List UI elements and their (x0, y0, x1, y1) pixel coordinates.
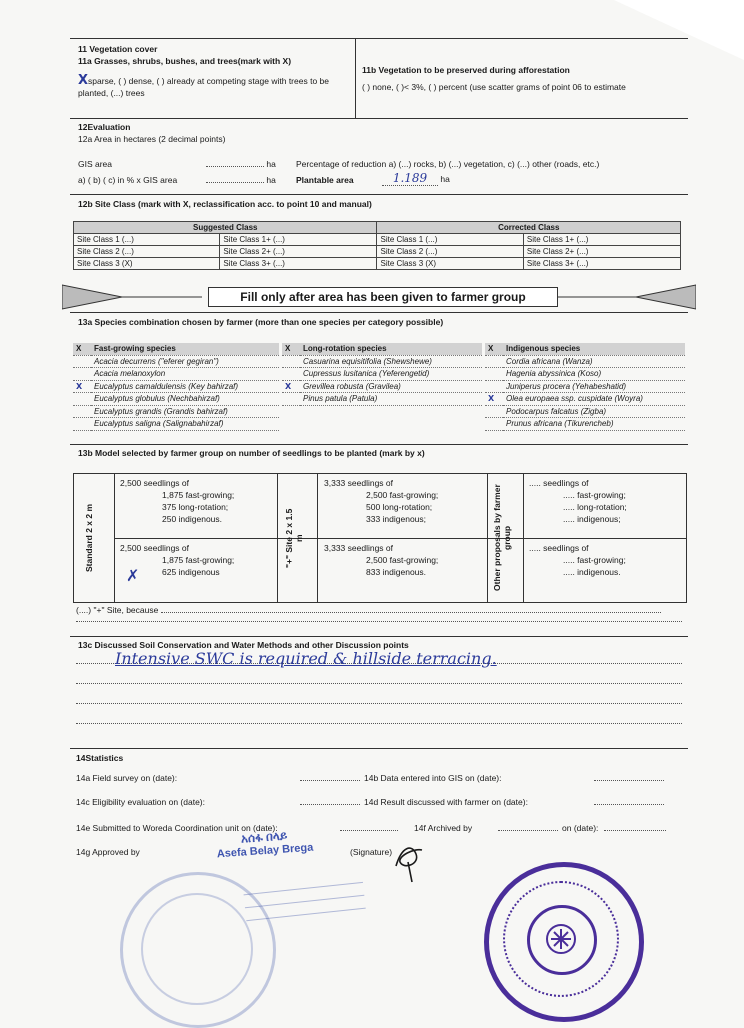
species-mark (485, 418, 503, 431)
s11-title: 11 Vegetation cover (78, 44, 158, 54)
gis-entry-date[interactable] (594, 773, 664, 783)
species-name: Eucalyptus globulus (Nechbahirzaf) (91, 393, 279, 406)
list-item[interactable] (282, 355, 482, 368)
eligibility-label: 14c Eligibility evaluation on (date): (76, 797, 205, 807)
s11b-options (362, 81, 662, 93)
s12b-title: 12b Site Class (mark with X, reclassification acc. to point 10 and manual) (78, 199, 372, 209)
plus-site-label: "+" Site 2 x 1.5 m (284, 508, 304, 568)
s11a-options-text: sparse, ( ) dense, ( ) already at competing stage with trees to be planted, (...) trees (78, 76, 329, 98)
site-class-cell[interactable]: Site Class 2 (...) (74, 246, 220, 258)
species-name: Podocarpus falcatus (Zigba) (503, 405, 685, 418)
list-item[interactable] (73, 368, 279, 381)
gis-area-label: GIS area (78, 159, 113, 169)
because-field-line[interactable] (76, 621, 682, 622)
plantable-label: Plantable area (296, 175, 354, 185)
seedling-line: ..... seedlings of (529, 478, 589, 488)
species-name: Eucalyptus saligna (Salignabahirzaf) (91, 418, 279, 431)
gis-entry-label: 14b Data entered into GIS on (date): (364, 773, 502, 783)
section-11 (70, 38, 688, 119)
eligibility-date[interactable] (300, 797, 360, 807)
approved-label: 14g Approved by (76, 847, 140, 857)
species-name: Prunus africana (Tikurencheb) (503, 418, 685, 431)
s11-divider (355, 39, 356, 119)
seedling-line: ..... long-rotation; (563, 502, 627, 512)
field-survey-label: 14a Field survey on (date): (76, 773, 178, 783)
site-class-cell[interactable]: Site Class 1 (...) (74, 234, 220, 246)
result-discussed-label: 14d Result discussed with farmer on (date): (364, 797, 528, 807)
seedling-line: 625 indigenous (162, 567, 220, 577)
s11b-options-text: ( ) none, ( )< 3%, ( ) percent (use scatter grams of point 06 to estimate (362, 82, 626, 92)
pct-field[interactable] (206, 175, 276, 185)
list-item[interactable] (73, 405, 279, 418)
discussion-line[interactable] (76, 723, 682, 724)
species-mark (485, 368, 503, 381)
seedling-line: ..... fast-growing; (563, 555, 626, 565)
seedling-line: ..... seedlings of (529, 543, 589, 553)
list-item[interactable] (73, 418, 279, 431)
section-13c (70, 636, 688, 749)
pct-label: a) ( b) ( c) in % x GIS area (78, 175, 178, 185)
archived-date-field[interactable] (604, 823, 666, 833)
species-name: Hagenia abyssinica (Koso) (503, 368, 685, 381)
species-name: Olea europaea ssp. cuspidate (Woyra) (503, 393, 685, 406)
ha-unit: ha (440, 174, 450, 184)
banner-row (70, 284, 688, 310)
plantable-value: 1.189 (382, 171, 438, 186)
archived-date-label: on (date): (562, 823, 599, 833)
species-mark (73, 405, 91, 418)
list-item[interactable] (485, 405, 685, 418)
banner-text: Fill only after area has been given to farmer group (208, 287, 558, 307)
list-item[interactable] (73, 380, 279, 393)
plus-site-because-label (76, 605, 661, 615)
site-class-table (73, 221, 681, 270)
archived-label: 14f Archived by (414, 823, 473, 833)
indigenous-table (485, 343, 685, 431)
list-item[interactable] (73, 355, 279, 368)
s11b-title: 11b Vegetation to be preserved during afforestation (362, 65, 570, 75)
stamp-name: Asefa Belay Brega (216, 841, 314, 861)
species-name: Eucalyptus grandis (Grandis bahirzaf) (91, 405, 279, 418)
seedling-line: 1,875 fast-growing; (162, 490, 235, 500)
discussion-line[interactable] (76, 703, 682, 704)
seedling-line: 833 indigenous. (366, 567, 427, 577)
corrected-header: Corrected Class (377, 222, 681, 234)
section-13b (70, 444, 688, 633)
list-item[interactable] (282, 368, 482, 381)
list-item[interactable] (485, 380, 685, 393)
site-class-cell[interactable]: Site Class 3+ (...) (523, 258, 680, 270)
site-class-row (74, 246, 681, 258)
plus-option-2[interactable] (324, 542, 438, 578)
site-class-cell[interactable]: Site Class 3 (X) (377, 258, 523, 270)
fast-growing-table (73, 343, 279, 431)
plus-option-1[interactable] (324, 477, 438, 525)
seedling-line: 2,500 seedlings of (120, 478, 189, 488)
species-mark (73, 418, 91, 431)
list-item[interactable] (485, 355, 685, 368)
suggested-header: Suggested Class (74, 222, 377, 234)
species-name: Pinus patula (Patula) (300, 393, 482, 406)
plantable-field[interactable] (382, 171, 450, 186)
s12-title: 12Evaluation (78, 122, 131, 132)
seedling-line: 3,333 seedlings of (324, 543, 393, 553)
list-item[interactable] (282, 380, 482, 393)
seedling-line: 3,333 seedlings of (324, 478, 393, 488)
section-12b (70, 194, 688, 285)
species-mark (282, 355, 300, 368)
seedling-line: 250 indigenous. (162, 514, 223, 524)
seedling-line: 2,500 seedlings of (120, 543, 189, 553)
site-class-cell[interactable]: Site Class 1 (...) (377, 234, 523, 246)
signature-scribble (390, 836, 430, 886)
list-item[interactable] (282, 393, 482, 406)
discussion-note: Intensive SWC is required & hillside terracing. (115, 649, 497, 668)
site-class-cell[interactable]: Site Class 2 (...) (377, 246, 523, 258)
species-mark (485, 405, 503, 418)
s11a-options (78, 75, 348, 99)
seedling-line: 333 indigenous; (366, 514, 427, 524)
signature-label: (Signature) (350, 847, 393, 857)
species-name: Acacia decurrens ("eferer gegiran") (91, 355, 279, 368)
other-proposals-label: Other proposals by farmer group (492, 484, 512, 592)
species-mark (282, 368, 300, 381)
because-field[interactable] (161, 612, 661, 613)
row-divider (114, 538, 686, 539)
species-mark (73, 368, 91, 381)
species-mark: X (282, 380, 300, 393)
species-mark: X (73, 380, 91, 393)
reduction-label: Percentage of reduction a) (...) rocks, b) (...) vegetation, c) (...) other (roads, etc.) (296, 159, 600, 169)
site-class-cell[interactable]: Site Class 1+ (...) (220, 234, 377, 246)
faded-stamp-inner-ring (141, 893, 253, 1005)
faded-rect-stamp (243, 874, 368, 936)
s13a-title: 13a Species combination chosen by farmer (more than one species per category possible) (78, 317, 444, 327)
official-seal (484, 862, 644, 1022)
other-option-2[interactable] (529, 542, 626, 578)
ha-unit: ha (266, 175, 276, 185)
stamp-amharic-name: አሰፋ በላይ (240, 828, 288, 846)
s13c-title: 13c Discussed Soil Conservation and Water Methods and other Discussion points (78, 640, 409, 650)
mark-x: ✗ (126, 566, 140, 585)
seedling-line: ..... fast-growing; (563, 490, 626, 500)
seedling-line: 2,500 fast-growing; (366, 490, 439, 500)
seedling-line: 375 long-rotation; (162, 502, 229, 512)
species-name: Grevillea robusta (Gravilea) (300, 380, 482, 393)
species-name: Juniperus procera (Yehabeshatid) (503, 380, 685, 393)
species-mark (73, 393, 91, 406)
species-mark (282, 393, 300, 406)
submitted-date[interactable] (340, 823, 398, 833)
site-class-row (74, 234, 681, 246)
site-class-cell[interactable]: Site Class 2+ (...) (523, 246, 680, 258)
species-name: Acacia melanoxylon (91, 368, 279, 381)
species-mark (73, 355, 91, 368)
site-class-cell[interactable]: Site Class 3+ (...) (220, 258, 377, 270)
long-rotation-header: Long-rotation species (300, 343, 482, 355)
species-name: Casuarina equisitifolia (Shewshewe) (300, 355, 482, 368)
site-class-cell[interactable]: Site Class 3 (X) (74, 258, 220, 270)
because-text: (....) "+" Site, because (76, 605, 159, 615)
seedling-line: ..... indigenous; (563, 514, 621, 524)
s11a-title: 11a Grasses, shrubs, bushes, and trees(mark with X) (78, 56, 292, 66)
species-mark (485, 355, 503, 368)
mark-x: X (78, 73, 89, 88)
standard-label: Standard 2 x 2 m (84, 503, 94, 573)
other-option-1[interactable] (529, 477, 627, 525)
form-page (70, 38, 688, 868)
list-item[interactable] (485, 393, 685, 406)
list-item[interactable] (73, 393, 279, 406)
list-item[interactable] (485, 368, 685, 381)
s14-title: 14Statistics (76, 753, 124, 763)
seedling-model-box (73, 473, 687, 603)
fast-growing-header: Fast-growing species (91, 343, 279, 355)
ha-unit: ha (266, 159, 276, 169)
site-class-cell[interactable]: Site Class 1+ (...) (523, 234, 680, 246)
section-12 (70, 118, 688, 195)
seedling-line: 1,875 fast-growing; (162, 555, 235, 565)
section-13a (70, 312, 688, 453)
species-name: Cupressus lusitanica (Yeferengetid) (300, 368, 482, 381)
s13b-title: 13b Model selected by farmer group on number of seedlings to be planted (mark by x) (78, 448, 425, 458)
long-rotation-table (282, 343, 482, 406)
indigenous-header: Indigenous species (503, 343, 685, 355)
x-col-header: X (73, 343, 91, 355)
field-survey-date[interactable] (300, 773, 360, 783)
seal-emblem-icon (541, 919, 581, 959)
species-mark: X (485, 393, 503, 406)
site-class-row (74, 258, 681, 270)
species-name: Eucalyptus camaldulensis (Key bahirzaf) (91, 380, 279, 393)
x-col-header: X (282, 343, 300, 355)
standard-option-1[interactable] (120, 477, 234, 525)
seedling-line: ..... indigenous. (563, 567, 621, 577)
species-mark (485, 380, 503, 393)
result-discussed-date[interactable] (594, 797, 664, 807)
site-class-cell[interactable]: Site Class 2+ (...) (220, 246, 377, 258)
archived-by-field[interactable] (498, 823, 558, 833)
seedling-line: 500 long-rotation; (366, 502, 433, 512)
submitted-label: 14e Submitted to Woreda Coordination unit on (date): (76, 823, 278, 833)
list-item[interactable] (485, 418, 685, 431)
species-name: Cordia africana (Wanza) (503, 355, 685, 368)
seedling-line: 2,500 fast-growing; (366, 555, 439, 565)
gis-area-field[interactable] (206, 159, 276, 169)
s12a-title: 12a Area in hectares (2 decimal points) (78, 134, 226, 144)
discussion-line[interactable] (76, 683, 682, 684)
section-14 (70, 748, 688, 869)
x-col-header: X (485, 343, 503, 355)
